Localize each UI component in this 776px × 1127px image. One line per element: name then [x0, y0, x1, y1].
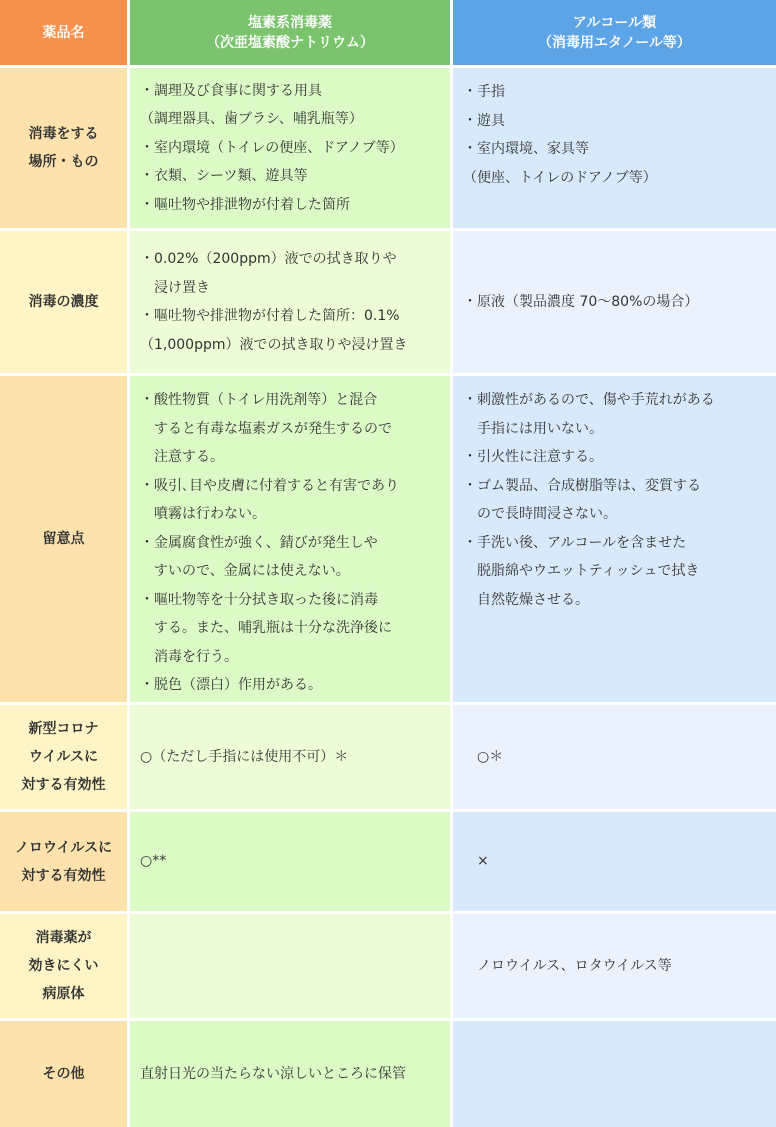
row-label-target: 消毒をする 場所・もの	[0, 68, 130, 231]
alcohol-line: ・引火性に注意する。	[463, 449, 603, 465]
chlorine-line: 噴霧は行わない。	[140, 506, 266, 522]
alcohol-line: 脱脂綿やウエットティッシュで拭き	[463, 563, 700, 579]
alcohol-line: ・原液（製品濃度 70～80%の場合）	[463, 293, 699, 310]
row-label-concentration: 消毒の濃度	[0, 231, 130, 376]
chlorine-line: 消毒を行う。	[140, 648, 238, 665]
alcohol-line: 手指には用いない。	[463, 420, 603, 437]
chlorine-line: ・吸引､目や皮膚に付着すると有害であり	[140, 477, 399, 494]
chlorine-line: ・嘔吐物や排泄物が付着した箇所	[140, 196, 350, 213]
alcohol-line: ・遊具	[463, 112, 505, 129]
header-chlorine	[130, 0, 453, 68]
chlorine-line: ・0.02%（200ppm）液での拭き取りや	[140, 251, 397, 267]
chlorine-line: （1,000ppm）液での拭き取りや浸け置き	[140, 336, 408, 353]
alcohol-cell-other	[453, 1021, 776, 1127]
alcohol-line: ・室内環境、家具等	[463, 141, 589, 157]
chlorine-line: （調理器具、歯ブラシ、哺乳瓶等）	[140, 111, 363, 128]
alcohol-cell-concentration	[453, 231, 776, 376]
chlorine-cell-target	[130, 68, 453, 231]
header-alcohol-title: アルコール類	[572, 14, 657, 31]
alcohol-line: ・ゴム製品、合成樹脂等は、変質する	[463, 477, 701, 494]
alcohol-line: ・手洗い後、アルコールを含ませた	[463, 534, 687, 551]
alcohol-line: ノロウイルス、ロタウイルス等	[463, 957, 672, 974]
alcohol-cell-resistant	[453, 914, 776, 1021]
header-alcohol-subtitle: （消毒用エタノール等）	[538, 34, 691, 51]
alcohol-line: ・刺激性があるので、傷や手荒れがある	[463, 392, 715, 408]
alcohol-line: ×	[463, 853, 489, 870]
alcohol-line: ので長時間浸さない。	[463, 506, 617, 522]
alcohol-cell-covid	[453, 705, 776, 812]
chlorine-line: する。また、哺乳瓶は十分な洗浄後に	[140, 620, 392, 636]
alcohol-line: 自然乾燥させる。	[463, 591, 589, 608]
header-alcohol	[453, 0, 776, 68]
alcohol-line: ○＊	[463, 748, 504, 765]
chlorine-line: ・嘔吐物等を十分拭き取った後に消毒	[140, 591, 378, 608]
header-medicine-name	[0, 0, 130, 68]
chlorine-line: ・酸性物質（トイレ用洗剤等）と混合	[140, 392, 378, 408]
chlorine-line: 直射日光の当たらない涼しいところに保管	[140, 1065, 406, 1082]
chlorine-cell-norovirus	[130, 812, 453, 914]
row-label-resistant: 消毒薬が 効きにくい 病原体	[0, 914, 130, 1021]
chlorine-line: ・調理及び食事に関する用具	[140, 82, 322, 99]
chlorine-cell-covid	[130, 705, 453, 812]
chlorine-cell-other	[130, 1021, 453, 1127]
chlorine-line: ・嘔吐物や排泄物が付着した箇所：0.1%	[140, 308, 400, 324]
chlorine-line: すいので、金属には使えない。	[140, 563, 350, 579]
chlorine-line: ○**	[140, 853, 167, 870]
alcohol-cell-notes	[453, 376, 776, 705]
row-label-norovirus: ノロウイルスに 対する有効性	[0, 812, 130, 914]
alcohol-cell-norovirus	[453, 812, 776, 914]
chlorine-line: ・室内環境（トイレの便座、ドアノブ等）	[140, 139, 404, 156]
chlorine-line: 注意する。	[140, 449, 224, 465]
header-medicine-name-text: 薬品名	[42, 24, 85, 41]
chlorine-line: ・金属腐食性が強く、錆びが発生しや	[140, 534, 378, 551]
header-chlorine-title: 塩素系消毒薬	[248, 14, 332, 31]
chlorine-line: ○（ただし手指には使用不可）＊	[140, 748, 349, 765]
row-label-other: その他	[0, 1021, 130, 1127]
alcohol-cell-target	[453, 68, 776, 231]
row-label-notes: 留意点	[0, 376, 130, 705]
chlorine-line: 浸け置き	[140, 279, 210, 296]
chlorine-cell-resistant	[130, 914, 453, 1021]
header-chlorine-subtitle: （次亜塩素酸ナトリウム）	[206, 34, 374, 51]
chlorine-cell-notes	[130, 376, 453, 705]
chlorine-line: すると有毒な塩素ガスが発生するので	[140, 420, 392, 437]
row-label-covid: 新型コロナ ウイルスに 対する有効性	[0, 705, 130, 812]
chlorine-line: ・脱色（漂白）作用がある。	[140, 677, 322, 693]
chlorine-line: ・衣類、シーツ類、遊具等	[140, 168, 308, 185]
alcohol-line: ・手指	[463, 84, 505, 100]
alcohol-line: （便座、トイレのドアノブ等）	[463, 169, 657, 186]
chlorine-cell-concentration	[130, 231, 453, 376]
